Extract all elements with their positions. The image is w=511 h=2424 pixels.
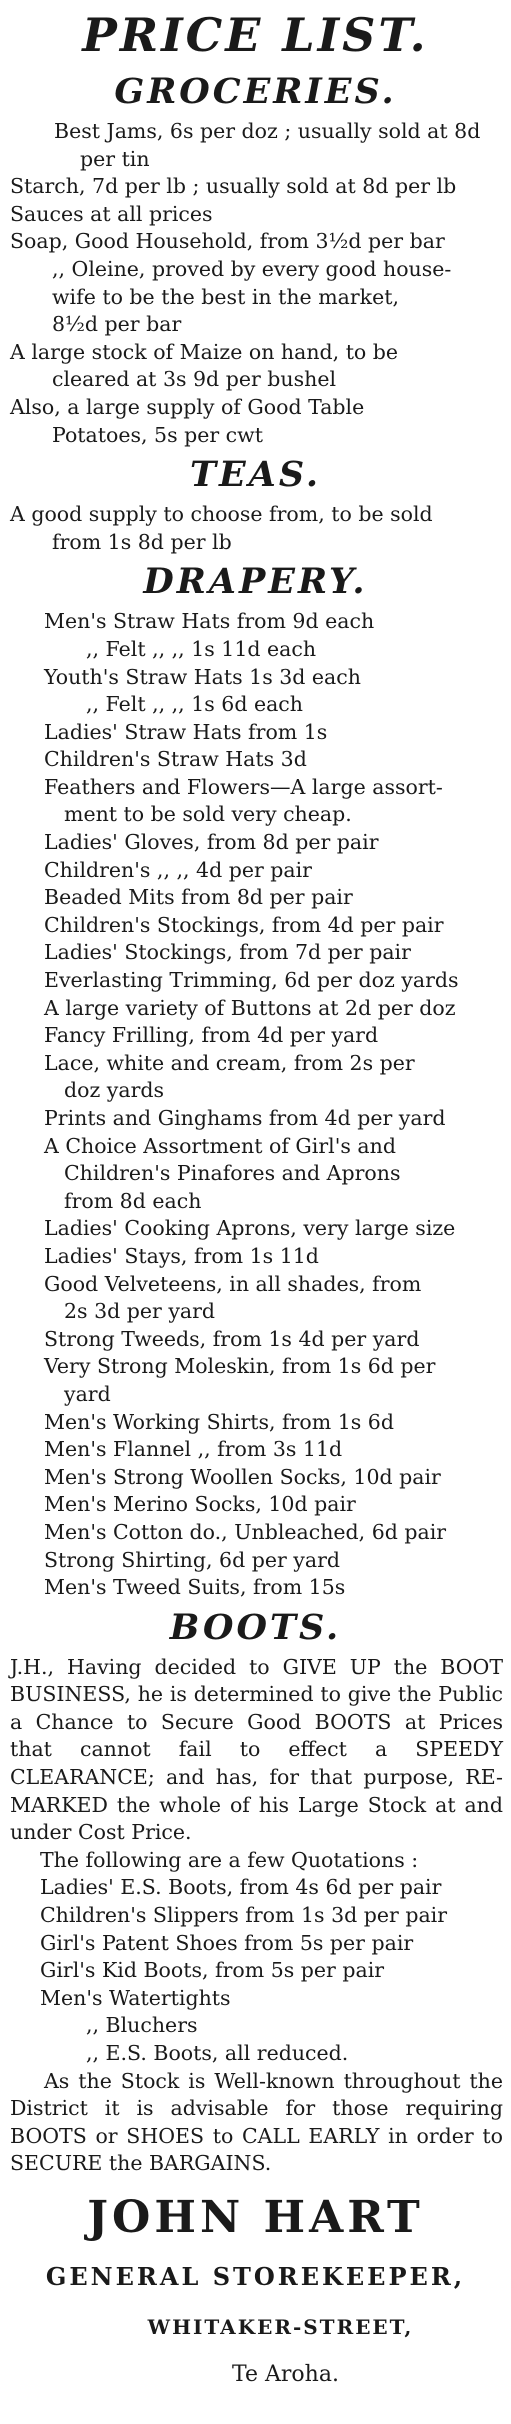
list-item: wife to be the best in the market, — [52, 284, 399, 309]
list-item: ment to be sold very cheap. — [64, 802, 352, 827]
list-item: Children's ,, ,, 4d per pair — [44, 857, 312, 882]
teas-section — [0, 501, 511, 556]
list-item: Girl's Patent Shoes from 5s per pair — [40, 1930, 414, 1955]
list-item: ,, E.S. Boots, all reduced. — [86, 2041, 349, 2065]
list-item: Beaded Mits from 8d per pair — [44, 885, 353, 910]
trader-town: Te Aroha. — [232, 2361, 339, 2387]
list-item: from 1s 8d per lb — [52, 529, 232, 554]
list-item: ,, Bluchers — [86, 2013, 198, 2038]
boots-heading: BOOTS. — [169, 1606, 342, 1648]
list-item: ,, Felt ,, ,, 1s 11d each — [86, 636, 317, 661]
list-item: Children's Slippers from 1s 3d per pair — [40, 1903, 448, 1928]
quotations-heading: The following are a few Quotations : — [40, 1847, 419, 1872]
list-item: cleared at 3s 9d per bushel — [52, 367, 337, 392]
drapery-section — [0, 608, 511, 1601]
list-item: Strong Shirting, 6d per yard — [44, 1547, 340, 1572]
list-item: Everlasting Trimming, 6d per doz yards — [44, 968, 459, 993]
list-item: Ladies' Gloves, from 8d per pair — [44, 830, 379, 855]
list-item: Very Strong Moleskin, from 1s 6d per — [44, 1354, 436, 1379]
boots-intro: J.H., Having decided to GIVE UP the BOOT BUSINESS, he is determined to give the Public a Chance to Secure Good BOOTS at Prices that cannot fail to effect a SPEEDY CLEARANCE; and has, for that purpose, RE-MARKED the whole of his Large Stock at and under Cost Price. — [10, 1654, 503, 1845]
list-item: Soap, Good Household, from 3½d per bar — [10, 229, 445, 254]
list-item: Men's Cotton do., Unbleached, 6d pair — [44, 1519, 447, 1544]
list-item: Lace, white and cream, from 2s per — [44, 1050, 415, 1075]
list-item: 2s 3d per yard — [64, 1299, 216, 1324]
groceries-heading: GROCERIES. — [114, 71, 397, 112]
list-item: Fancy Frilling, from 4d per yard — [44, 1023, 379, 1048]
signature-block — [0, 2184, 511, 2398]
list-item: ,, Oleine, proved by every good house- — [52, 256, 452, 281]
list-item: ,, Felt ,, ,, 1s 6d each — [86, 692, 303, 717]
boots-section — [0, 1654, 511, 2178]
price-list-heading: PRICE LIST. — [82, 8, 429, 62]
list-item: Starch, 7d per lb ; usually sold at 8d per lb — [10, 174, 457, 199]
list-item: yard — [64, 1381, 111, 1406]
trader-occupation: GENERAL STOREKEEPER, — [45, 2261, 466, 2291]
list-item: Also, a large supply of Good Table — [10, 394, 365, 419]
list-item: doz yards — [64, 1078, 165, 1103]
trader-name: JOHN HART — [87, 2191, 424, 2243]
list-item: Prints and Ginghams from 4d per yard — [44, 1106, 446, 1130]
list-item: Sauces at all prices — [10, 201, 213, 226]
list-item: Children's Stockings, from 4d per pair — [44, 912, 444, 937]
list-item: Ladies' Straw Hats from 1s — [44, 719, 328, 744]
list-item: 8½d per bar — [52, 312, 182, 337]
list-item: from 8d each — [64, 1188, 202, 1213]
list-item: Men's Flannel ,, from 3s 11d — [44, 1437, 343, 1462]
list-item: Good Velveteens, in all shades, from — [44, 1271, 422, 1296]
list-item: Children's Straw Hats 3d — [44, 747, 307, 772]
list-item: Potatoes, 5s per cwt — [52, 422, 263, 447]
list-item: Ladies' Stays, from 1s 11d — [44, 1243, 319, 1268]
list-item: A good supply to choose from, to be sold — [10, 502, 433, 527]
list-item: Strong Tweeds, from 1s 4d per yard — [44, 1326, 420, 1351]
list-item: Ladies' E.S. Boots, from 4s 6d per pair — [40, 1875, 442, 1900]
list-item: Ladies' Stockings, from 7d per pair — [44, 940, 411, 965]
drapery-heading: DRAPERY. — [143, 561, 368, 603]
list-item: Men's Working Shirts, from 1s 6d — [44, 1409, 394, 1434]
list-item: Ladies' Cooking Aprons, very large size — [44, 1216, 456, 1241]
list-item: Feathers and Flowers—A large assort- — [44, 774, 443, 799]
teas-heading: TEAS. — [189, 454, 322, 496]
boots-closing: As the Stock is Well-known throughout the District it is advisable for those requiring BOOTS or SHOES to CALL EARLY in order to SECURE the BARGAINS. — [10, 2068, 503, 2176]
list-item: Men's Strong Woollen Socks, 10d pair — [44, 1464, 441, 1489]
list-item: A Choice Assortment of Girl's and — [44, 1133, 396, 1158]
trader-street: WHITAKER-STREET, — [147, 2314, 414, 2339]
list-item: Children's Pinafores and Aprons — [64, 1161, 401, 1186]
groceries-section — [0, 118, 511, 449]
list-item: Men's Merino Socks, 10d pair — [44, 1492, 356, 1517]
list-item: Best Jams, 6s per doz ; usually sold at 8d — [54, 119, 481, 143]
list-item: Men's Tweed Suits, from 15s — [44, 1575, 346, 1600]
list-item: Men's Watertights — [40, 1985, 231, 2010]
list-item: Men's Straw Hats from 9d each — [44, 609, 375, 634]
list-item: A large stock of Maize on hand, to be — [10, 339, 399, 364]
list-item: Girl's Kid Boots, from 5s per pair — [40, 1958, 385, 1983]
list-item: A large variety of Buttons at 2d per doz — [44, 995, 456, 1020]
list-item: per tin — [80, 146, 150, 171]
list-item: Youth's Straw Hats 1s 3d each — [44, 664, 361, 689]
